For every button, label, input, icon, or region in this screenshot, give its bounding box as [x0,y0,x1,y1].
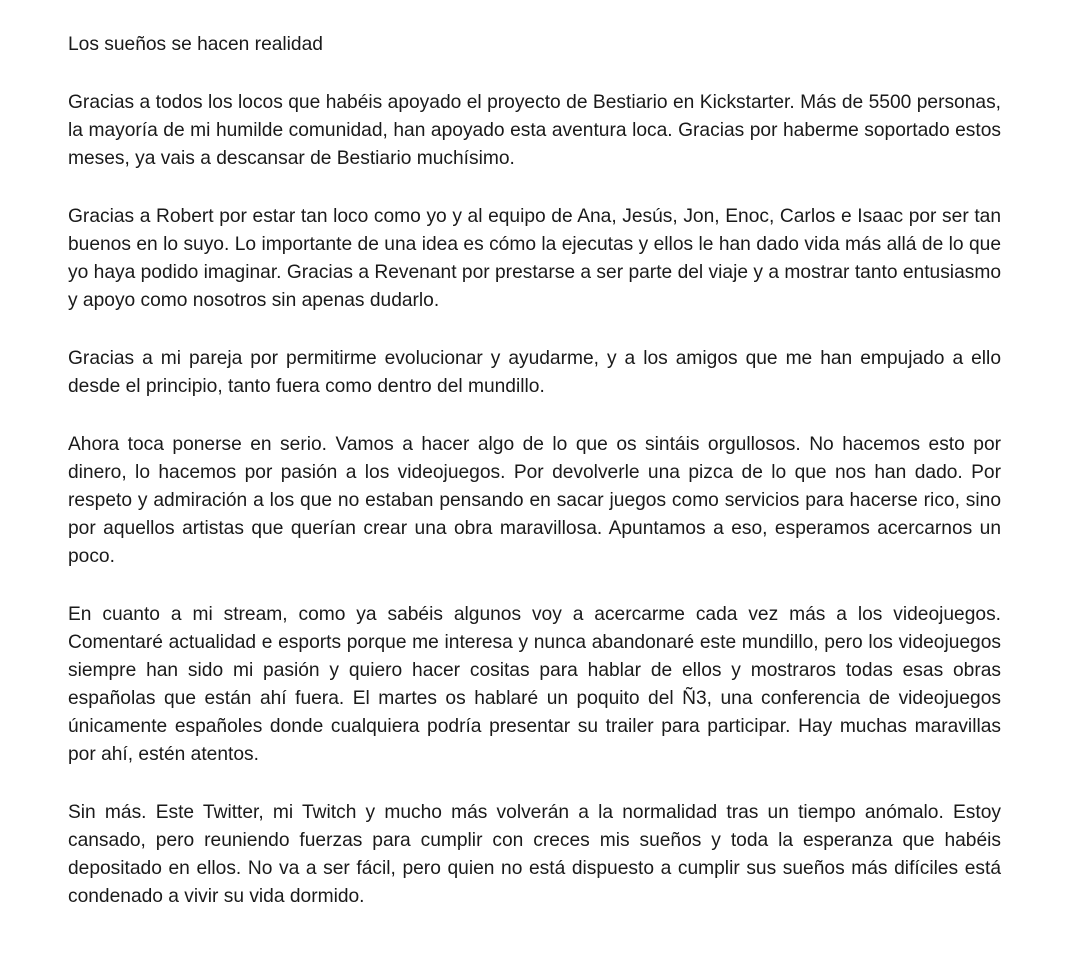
paragraph-stream-plans: En cuanto a mi stream, como ya sabéis algunos voy a acercarme cada vez más a los videojuegos. Comentaré actualidad e esports porque me interesa y nunca abandonaré este mundillo, pero los videojuegos siempre han sido mi pasión y quiero hacer cositas para hablar de ellos y mostraros todas esas obras españolas que están ahí fuera. El martes os hablaré un poquito del Ñ3, una conferencia de videojuegos únicamente españoles donde cualquiera podría presentar su trailer para participar. Hay muchas maravillas por ahí, estén atentos. [68,604,1001,765]
paragraph-closing: Sin más. Este Twitter, mi Twitch y mucho más volverán a la normalidad tras un tiempo anómalo. Estoy cansado, pero reuniendo fuerzas para cumplir con creces mis sueños y toda la esperanza que habéis depositado en ellos. No va a ser fácil, pero quien no está dispuesto a cumplir sus sueños más difíciles está condenado a vivir su vida dormido. [68,802,1001,907]
document-title: Los sueños se hacen realidad [68,34,323,55]
paragraph-thanks-supporters: Gracias a todos los locos que habéis apoyado el proyecto de Bestiario en Kickstarter. Más de 5500 personas, la mayoría de mi humilde comunidad, han apoyado esta aventura loca. Gracias por haberme soportado estos meses, ya vais a descansar de Bestiario muchísimo. [68,92,1001,169]
paragraph-thanks-team: Gracias a Robert por estar tan loco como yo y al equipo de Ana, Jesús, Jon, Enoc, Carlos e Isaac por ser tan buenos en lo suyo. Lo importante de una idea es cómo la ejecutas y ellos le han dado vida más allá de lo que yo haya podido imaginar. Gracias a Revenant por prestarse a ser parte del viaje y a mostrar tanto entusiasmo y apoyo como nosotros sin apenas dudarlo. [68,206,1001,311]
paragraph-getting-serious: Ahora toca ponerse en serio. Vamos a hacer algo de lo que os sintáis orgullosos. No hacemos esto por dinero, lo hacemos por pasión a los videojuegos. Por devolverle una pizca de lo que nos han dado. Por respeto y admiración a los que no estaban pensando en sacar juegos como servicios para hacerse rico, sino por aquellos artistas que querían crear una obra maravillosa. Apuntamos a eso, esperamos acercarnos un poco. [68,434,1001,567]
document-body [68,31,1001,911]
paragraph-thanks-partner: Gracias a mi pareja por permitirme evolucionar y ayudarme, y a los amigos que me han empujado a ello desde el principio, tanto fuera como dentro del mundillo. [68,348,1001,397]
